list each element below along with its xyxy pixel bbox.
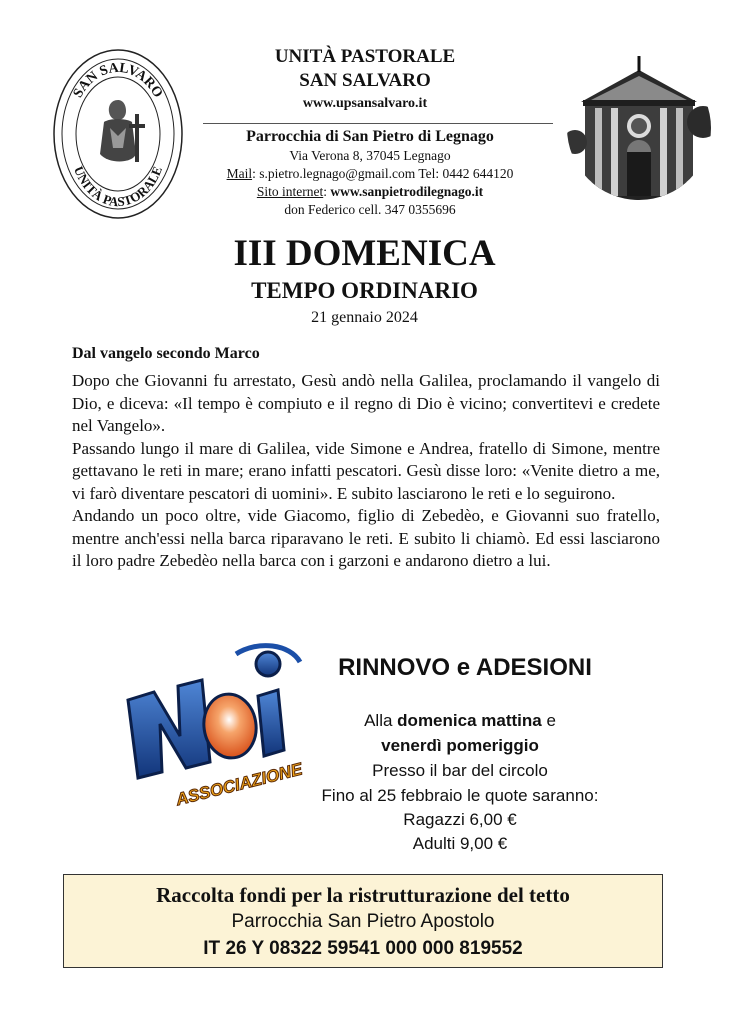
unit-title-line1: UNITÀ PASTORALE [274,46,456,67]
header-divider [203,123,553,124]
site-sep: : [323,184,331,199]
parish-address: Via Verona 8, 37045 Legnago [289,148,451,163]
parish-name: Parrocchia di San Pietro di Legnago [246,128,494,145]
site-value[interactable]: www.sanpietrodilegnago.it [330,184,484,199]
gospel-paragraph: Andando un poco oltre, vide Giacomo, figlio di Zebedèo, e Giovanni suo fratello, mentre anch'essi nella barca riparavano le reti. E subito li chiamò. Ed essi lasciarono il loro padre Zebedèo nella barca con i garzoni e andarono dietro a lui. [72,506,660,570]
liturgical-season: TEMPO ORDINARIO [251,278,478,303]
gospel-heading: Dal vangelo secondo Marco [72,345,260,362]
sunday-title: III DOMENICA [233,233,496,274]
fundraiser-iban: IT 26 Y 08322 59541 000 000 819552 [203,938,523,959]
renewal-title: RINNOVO e ADESIONI [338,654,592,681]
gospel-paragraph: Dopo che Giovanni fu arrestato, Gesù andò nella Galilea, proclamando il vangelo di Dio, e diceva: «Il tempo è compiuto e il regno di Dio è vicino; convertitevi e credete nel Vangelo». [72,371,660,435]
mail-label: Mail [226,166,253,181]
fundraiser-parish: Parrocchia San Pietro Apostolo [231,911,495,932]
seal-text-bottom: UNITÀ PASTORALE [70,164,166,210]
parish-site [200,184,540,200]
gospel-text [72,370,660,573]
line1-post: e [541,711,556,730]
price-adults: Adulti 9,00 € [412,834,508,853]
unit-website[interactable]: www.upsansalvaro.it [302,96,428,111]
seal-logo [52,48,184,220]
mail-value[interactable]: : s.pietro.legnago@gmail.com Tel: 0442 644120 [252,166,514,181]
priest-contact: don Federico cell. 347 0355696 [284,202,456,217]
renewal-line-2 [260,736,660,756]
bulletin-date: 21 gennaio 2024 [311,309,418,326]
renewal-line-3: Presso il bar del circolo [372,761,548,780]
renewal-line-1 [260,711,660,731]
line1-bold: domenica mattina [397,711,542,730]
price-youth: Ragazzi 6,00 € [403,810,517,829]
site-label: Sito internet [256,184,324,199]
fundraiser-title: Raccolta fondi per la ristrutturazione del tetto [156,883,570,907]
logo-subtitle: ASSOCIAZIONE [174,759,305,810]
line2-bold: venerdì pomeriggio [381,736,539,755]
renewal-line-4: Fino al 25 febbraio le quote saranno: [321,786,599,805]
unit-title-line2: SAN SALVARO [299,70,431,91]
seal-text-top: SAN SALVARO [70,60,166,101]
church-photo [567,42,711,202]
line1-pre: Alla [364,711,398,730]
gospel-paragraph: Passando lungo il mare di Galilea, vide Simone e Andrea, fratello di Simone, mentre gettavano le reti in mare; erano infatti pescatori. Gesù disse loro: «Venite dietro a me, vi farò diventare pescatori di uomini». E subito lasciarono le reti e lo seguirono. [72,438,660,503]
parish-mail [200,166,540,182]
